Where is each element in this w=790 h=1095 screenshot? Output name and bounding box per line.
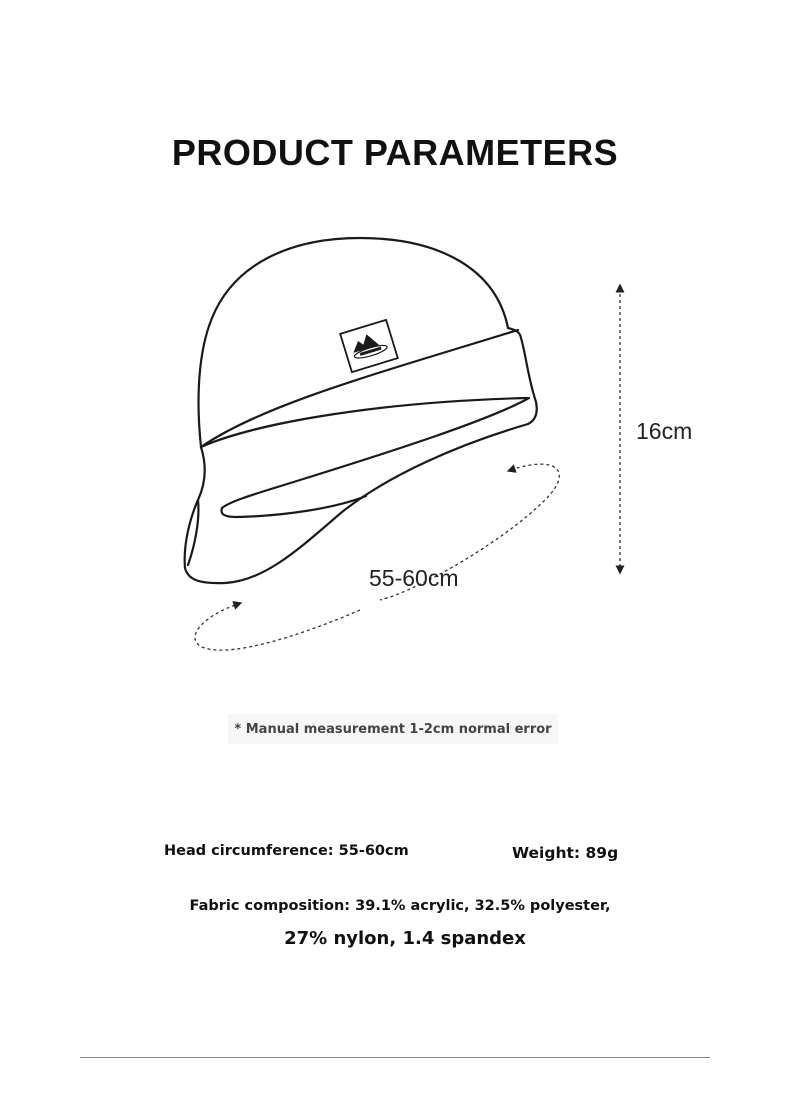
circumference-label: 55-60cm	[369, 565, 459, 591]
page-title: PRODUCT PARAMETERS	[171, 132, 619, 173]
head-circumference-spec: Head circumference: 55-60cm	[164, 843, 409, 859]
logo-patch-icon	[340, 320, 398, 372]
hat-outline	[185, 238, 537, 583]
weight-spec: Weight: 89g	[512, 844, 619, 862]
fabric-composition-line-1: Fabric composition: 39.1% acrylic, 32.5% polyester,	[189, 898, 611, 914]
height-label: 16cm	[636, 418, 693, 444]
measurement-note: * Manual measurement 1-2cm normal error	[228, 714, 558, 744]
footer-divider	[80, 1057, 710, 1058]
fabric-composition-line-2: 27% nylon, 1.4 spandex	[284, 928, 526, 949]
circumference-loop-left	[195, 604, 360, 650]
